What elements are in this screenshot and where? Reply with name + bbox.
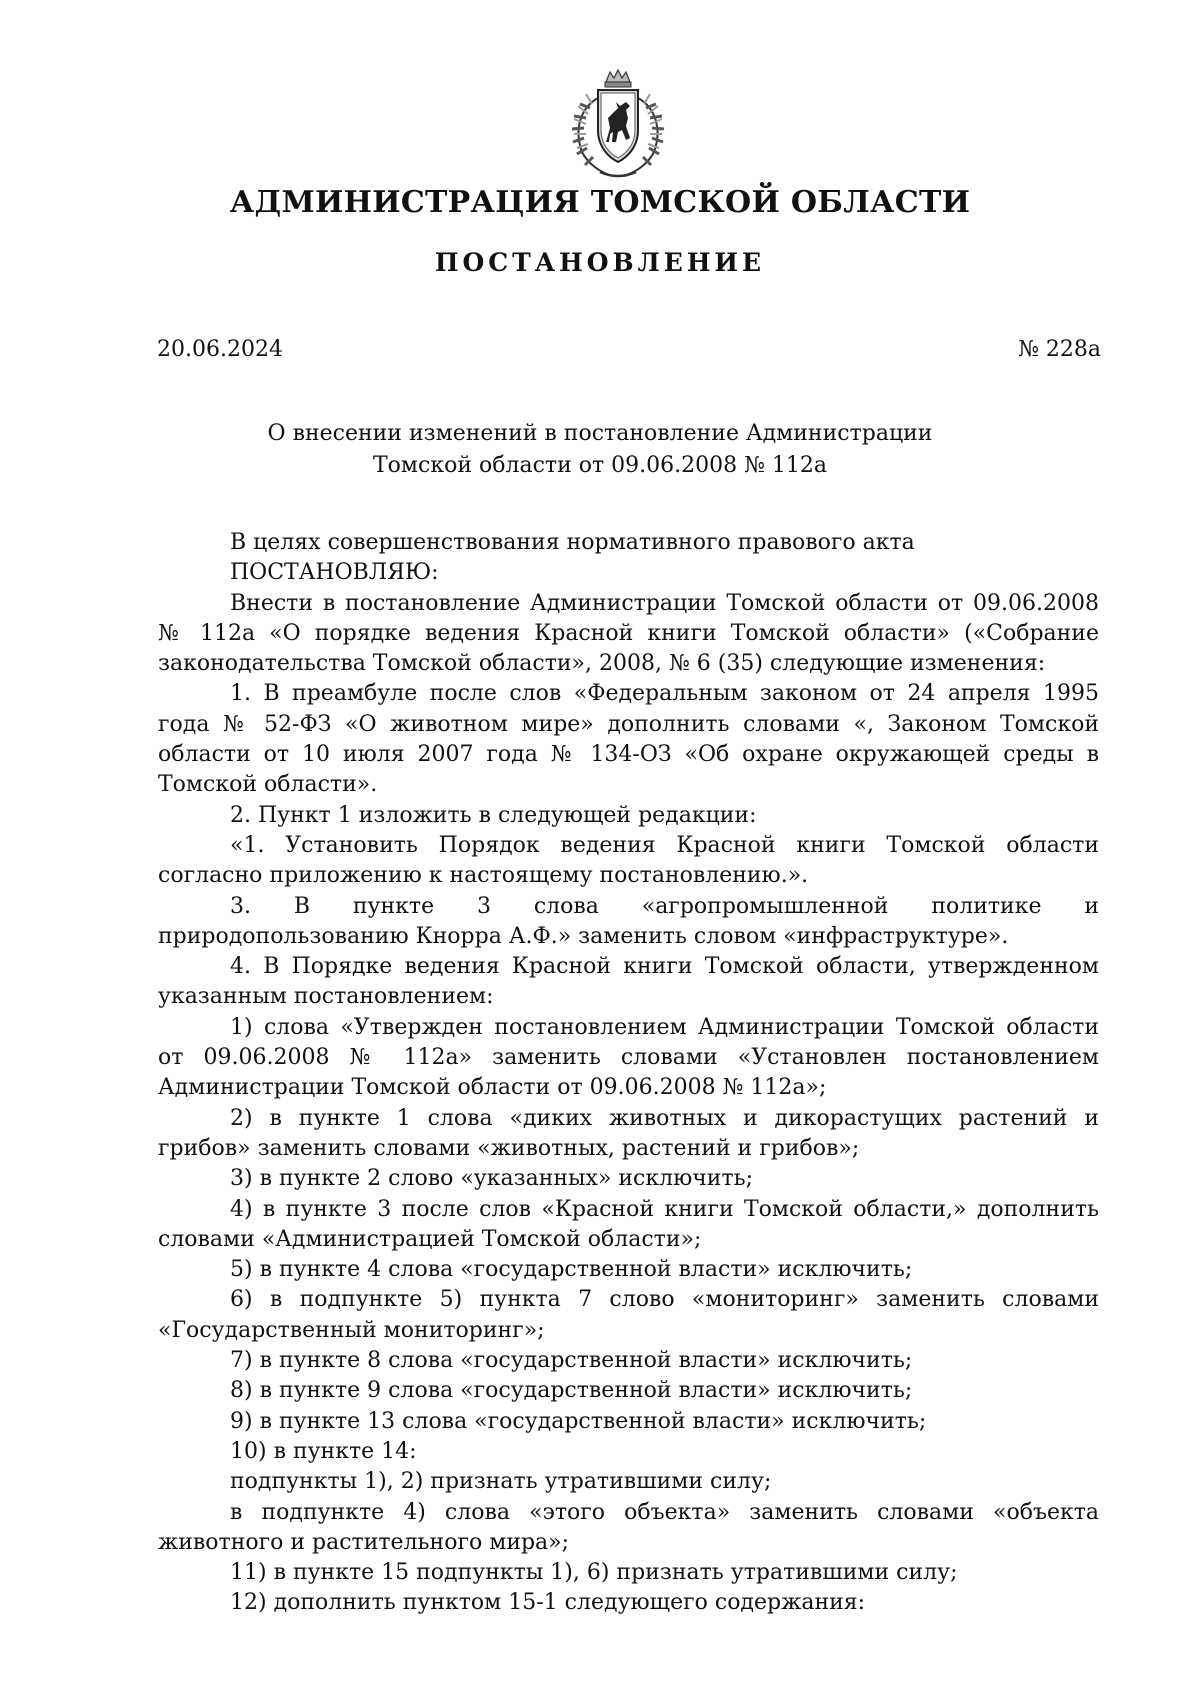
body-paragraph: «1. Установить Порядок ведения Красной книги Томской области согласно приложению к настоящему постановлению.». <box>158 832 1099 889</box>
body-paragraph: 1. В преамбуле после слов «Федеральным законом от 24 апреля 1995 года № 52-ФЗ «О животном мире» дополнить словами «, Законом Томской области от 10 июля 2007 года № 134-ОЗ «Об охране окружающей среды в Томской области». <box>158 681 1099 798</box>
body-paragraph: 1) слова «Утвержден постановлением Администрации Томской области от 09.06.2008 № 112а» заменить словами «Установлен постановлением Администрации Томской области от 09.06.2008 № 112а»; <box>158 1014 1099 1101</box>
organization-title: АДМИНИСТРАЦИЯ ТОМСКОЙ ОБЛАСТИ <box>229 185 971 220</box>
body-paragraph: 4) в пункте 3 после слов «Красной книги Томской области,» дополнить словами «Администрацией Томской области»; <box>158 1196 1099 1252</box>
body-paragraph: 3. В пункте 3 слова «агропромышленной политике и природопользованию Кнорра А.Ф.» заменить словом «инфраструктуре». <box>158 893 1099 949</box>
coat-of-arms-icon <box>560 68 676 182</box>
body-paragraph: 8) в пункте 9 слова «государственной власти» исключить; <box>230 1378 913 1404</box>
body-paragraph: 9) в пункте 13 слова «государственной власти» исключить; <box>230 1408 927 1434</box>
body-paragraph: 3) в пункте 2 слово «указанных» исключить; <box>230 1166 754 1192</box>
body-paragraph: подпункты 1), 2) признать утратившими силу; <box>230 1469 772 1495</box>
body-paragraph: 2) в пункте 1 слова «диких животных и дикорастущих растений и грибов» заменить словами «животных, растений и грибов»; <box>158 1105 1099 1161</box>
body-paragraph: 11) в пункте 15 подпункты 1), 6) признать утратившими силу; <box>230 1560 958 1586</box>
body-paragraph: 7) в пункте 8 слова «государственной власти» исключить; <box>230 1348 913 1374</box>
subject-line: Томской области от 09.06.2008 № 112а <box>372 453 828 478</box>
body-paragraph: 10) в пункте 14: <box>230 1438 417 1464</box>
body-paragraph: 6) в подпункте 5) пункта 7 слово «мониторинг» заменить словами «Государственный мониторинг»; <box>158 1287 1099 1343</box>
document-subject <box>0 418 1200 482</box>
body-paragraph-decree: ПОСТАНОВЛЯЮ: <box>230 560 439 586</box>
body-paragraph: в подпункте 4) слова «этого объекта» заменить словами «объекта животного и растительного мира»; <box>158 1499 1099 1555</box>
document-number: № 228а <box>1018 337 1101 362</box>
document-body <box>158 528 1099 1619</box>
body-paragraph: В целях совершенствования нормативного правового акта <box>230 530 915 555</box>
subject-line: О внесении изменений в постановление Администрации <box>267 421 933 446</box>
body-paragraph: 5) в пункте 4 слова «государственной власти» исключить; <box>230 1257 913 1283</box>
body-paragraph: 4. В Порядке ведения Красной книги Томской области, утвержденном указанным постановлением: <box>158 954 1099 1010</box>
document-date: 20.06.2024 <box>157 337 283 362</box>
body-paragraph: Внести в постановление Администрации Томской области от 09.06.2008 № 112а «О порядке ведения Красной книги Томской области» («Собрание законодательства Томской области», 2008, № 6 (35) следующие изменения: <box>158 590 1099 677</box>
body-paragraph: 12) дополнить пунктом 15-1 следующего содержания: <box>230 1590 866 1616</box>
document-type-heading: ПОСТАНОВЛЕНИЕ <box>434 248 766 277</box>
body-paragraph: 2. Пункт 1 изложить в следующей редакции: <box>230 802 757 828</box>
